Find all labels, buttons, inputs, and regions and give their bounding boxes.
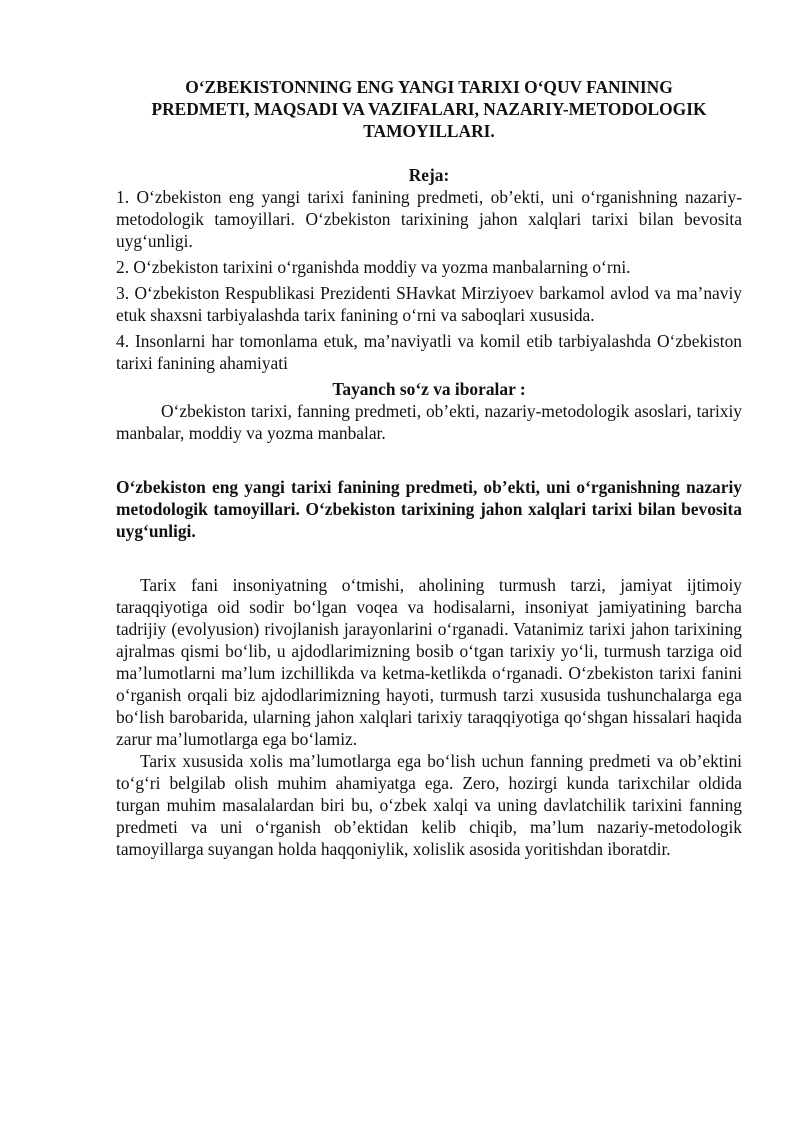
section-heading: O‘zbekiston eng yangi tarixi fanining predmeti, ob’ekti, uni o‘rganishning nazariy metodologik tamoyillari. O‘zbekiston tarixining jahon xalqlari tarixi bilan bevosita uyg‘unligi. [116,477,742,541]
keywords-text: O‘zbekiston tarixi, fanning predmeti, ob’ekti, nazariy-metodologik asoslari, tarixiy manbalar, moddiy va yozma manbalar. [116,401,742,443]
document-title: O‘ZBEKISTONNING ENG YANGI TARIXI O‘QUV FANINING PREDMETI, MAQSADI VA VAZIFALARI, NAZARIY-METODOLOGIK TAMOYILLARI. [151,77,707,141]
plan-list [116,186,742,374]
plan-item: 3. O‘zbekiston Respublikasi Prezidenti SHavkat Mirziyoev barkamol avlod va ma’naviy etuk shaxsni tarbiyalashda tarix fanining o‘rni va saboqlari xususida. [116,283,742,325]
keywords-heading: Tayanch so‘z va iboralar : [332,379,526,399]
body-paragraph: Tarix fani insoniyatning o‘tmishi, aholining turmush tarzi, jamiyat ijtimoiy taraqqiyotiga oid sodir bo‘lgan voqea va hodisalarni, insoniyat jamiyatining barcha tadrijiy (evolyusion) rivojlanish jarayonlarini o‘rganadi. Vatanimiz tarixi jahon tarixining ajralmas qismi bo‘lib, u ajdodlarimizning bosib o‘tgan tarixiy yo‘li, turmush tarziga oid ma’lumotlarni ma’lum izchillikda va ketma-ketlikda o‘rganadi. O‘zbekiston tarixi fanini o‘rganish orqali biz ajdodlarimizning hayoti, turmush tarzi xususida tushunchalarga ega bo‘lish barobarida, ularning jahon xalqlari tarixiy taraqqiyotiga qo‘shgan hissalari haqida zarur ma’lumotlarga ega bo‘lamiz. [116,575,742,749]
plan-item: 2. O‘zbekiston tarixini o‘rganishda moddiy va yozma manbalarning o‘rni. [116,257,631,277]
body-paragraph: Tarix xususida xolis ma’lumotlarga ega bo‘lish uchun fanning predmeti va ob’ektini to‘g‘ri belgilab olish muhim ahamiyatga ega. Zero, hozirgi kunda tarixchilar oldida turgan muhim masalalardan biri bu, o‘zbek xalqi va uning davlatchilik tarixini fanning predmeti va uni o‘rganish ob’ektidan kelib chiqib, ma’lum nazariy-metodologik tamoyillarga suyangan holda haqqoniylik, xolislik asosida yoritishdan iboratdir. [116,751,742,859]
plan-item: 4. Insonlarni har tomonlama etuk, ma’naviyatli va komil etib tarbiyalashda O‘zbekiston tarixi fanining ahamiyati [116,331,742,373]
plan-item: 1. O‘zbekiston eng yangi tarixi fanining predmeti, ob’ekti, uni o‘rganishning nazariy-metodologik tamoyillari. O‘zbekiston tarixining jahon xalqlari tarixi bilan bevosita uyg‘unligi. [116,187,742,251]
plan-heading: Reja: [408,165,450,185]
